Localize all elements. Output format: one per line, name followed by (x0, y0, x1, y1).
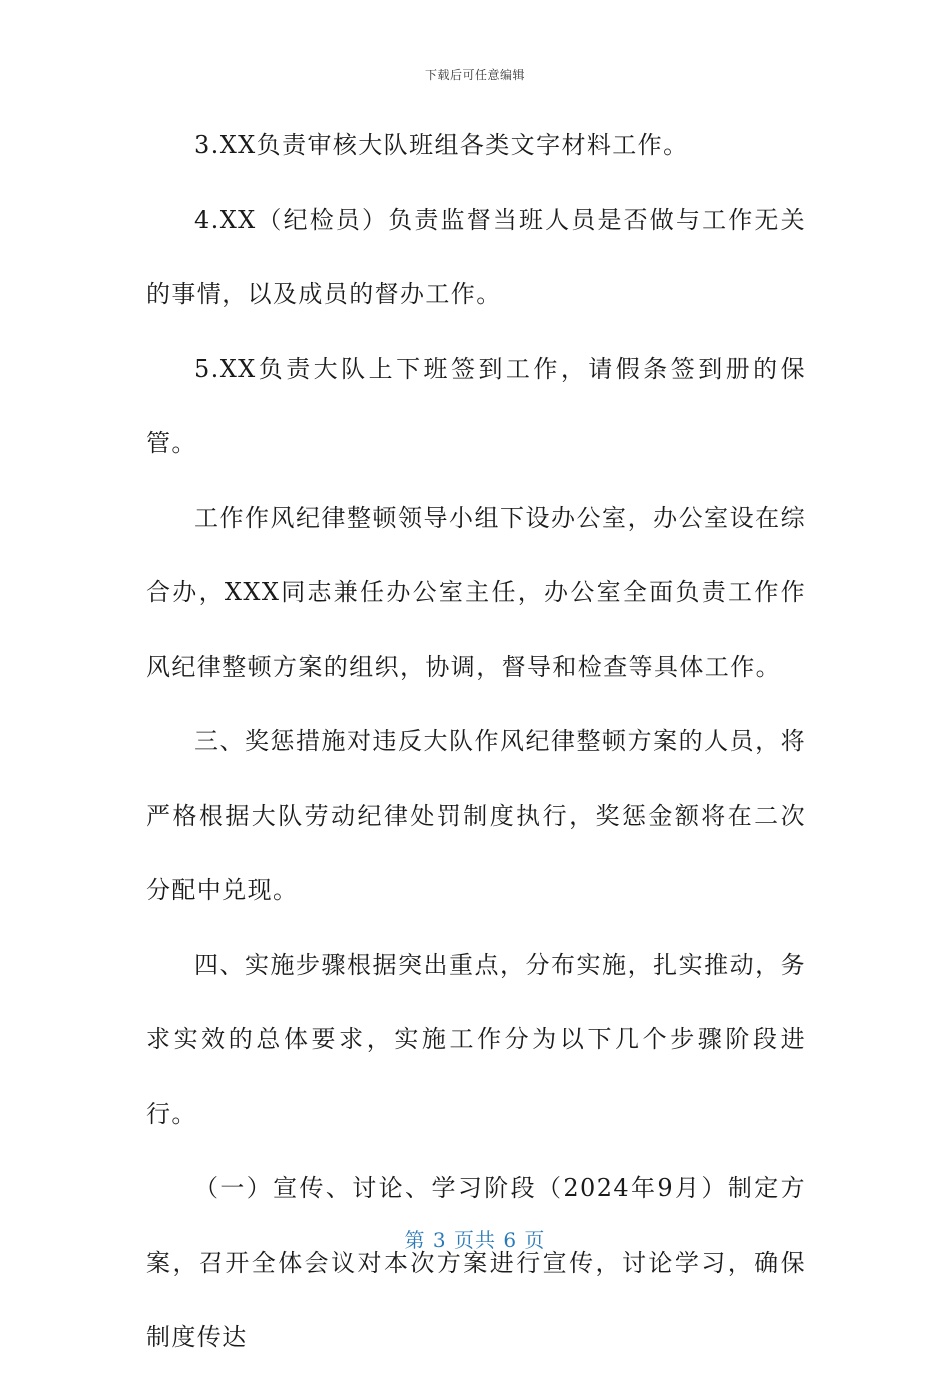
paragraph-item-5: 5.XX负责大队上下班签到工作，请假条签到册的保管。 (146, 354, 806, 457)
paragraph-item-3: 3.XX负责审核大队班组各类文字材料工作。 (194, 131, 689, 159)
paragraph-stage-1: （一）宣传、讨论、学习阶段（2024年9月）制定方案，召开全体会议对本次方案进行宣传，讨论学习，确保制度传达 (146, 1174, 806, 1351)
paragraph-office: 工作作风纪律整顿领导小组下设办公室，办公室设在综合办，XXX同志兼任办公室主任，办公室全面负责工作作风纪律整顿方案的组织，协调，督导和检查等具体工作。 (146, 503, 806, 681)
document-body (146, 108, 806, 1375)
page-header: 下载后可任意编辑 (424, 68, 525, 82)
paragraph-section-3: 三、奖惩措施对违反大队作风纪律整顿方案的人员，将严格根据大队劳动纪律处罚制度执行，奖惩金额将在二次分配中兑现。 (146, 727, 806, 904)
page-footer: 第 3 页共 6 页 (404, 1228, 546, 1252)
paragraph-item-4: 4.XX（纪检员）负责监督当班人员是否做与工作无关的事情，以及成员的督办工作。 (146, 205, 806, 308)
paragraph-section-4: 四、实施步骤根据突出重点，分布实施，扎实推动，务求实效的总体要求，实施工作分为以下几个步骤阶段进行。 (146, 950, 806, 1128)
